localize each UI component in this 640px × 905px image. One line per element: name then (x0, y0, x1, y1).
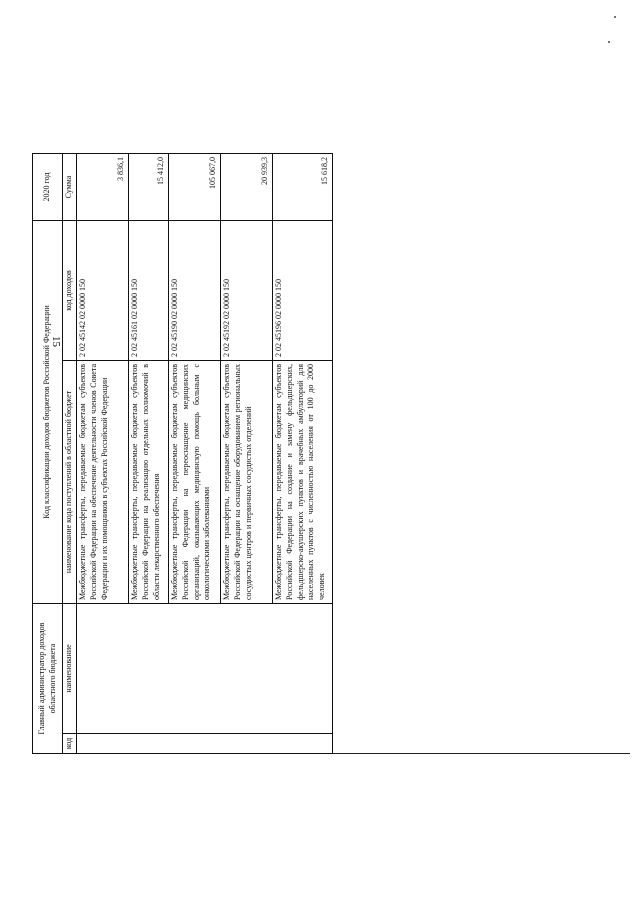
amount-cell: 105 067,0 (169, 154, 221, 221)
admin-code-cell (77, 734, 333, 754)
scan-speck (608, 41, 610, 43)
income-description: Межбюджетные трансферты, передаваемые бюджетам субъектов Российской Федерации на переоснащение медицинских организаций, оказывающих медицинскую помощь больным с онкологическими заболеваниями (169, 361, 221, 604)
income-code: 2 02 45190 02 0000 150 (169, 221, 221, 361)
classification-group-header: Код классификации доходов бюджетов Российской Федерации (33, 221, 63, 604)
income-code: 2 02 45192 02 0000 150 (221, 221, 273, 361)
income-description: Межбюджетные трансферты, передаваемые бюджетам субъектов Российской Федерации на обеспечение деятельности членов Совета Федерации и их помощников в субъектах Российской Федерации (77, 361, 129, 604)
income-description: Межбюджетные трансферты, передаваемые бюджетам субъектов Российской Федерации на создание и замену фельдшерских, фельдшерско-акушерских пунктов и врачебных амбулаторий для населенных пунктов с численностью населения от 100 до 2000 человек (273, 361, 333, 604)
amount-cell: 3 836,1 (77, 154, 129, 221)
scan-speck (614, 16, 616, 18)
page-number: 15 (50, 336, 62, 347)
admin-name-header: наименование (63, 604, 77, 734)
admin-group-header: Главный администратор доходов областного бюджета (33, 604, 63, 754)
income-code: 2 02 45196 02 0000 150 (273, 221, 333, 361)
income-description: Межбюджетные трансферты, передаваемые бюджетам субъектов Российской Федерации на реализацию отдельных полномочий в области лекарственного обеспечения (129, 361, 169, 604)
income-description: Межбюджетные трансферты, передаваемые бюджетам субъектов Российской Федерации на оснащение оборудованием региональных сосудистых центров и первичных сосудистых отделений (221, 361, 273, 604)
income-code: 2 02 45142 02 0000 150 (77, 221, 129, 361)
revenue-classification-table (32, 153, 333, 754)
income-name-header: наименование кода поступлений в областной бюджет (63, 361, 77, 604)
admin-code-header: код (63, 734, 77, 754)
amount-cell: 15 618,2 (273, 154, 333, 221)
income-code-header: код доходов (63, 221, 77, 361)
admin-name-cell (77, 604, 333, 734)
sum-header: Сумма (63, 154, 77, 221)
table-row (77, 154, 129, 754)
amount-cell: 15 412,0 (129, 154, 169, 221)
rotated-table-container (32, 154, 332, 754)
amount-cell: 20 939,3 (221, 154, 273, 221)
income-code: 2 02 45161 02 0000 150 (129, 221, 169, 361)
year-header: 2020 год (33, 154, 63, 221)
